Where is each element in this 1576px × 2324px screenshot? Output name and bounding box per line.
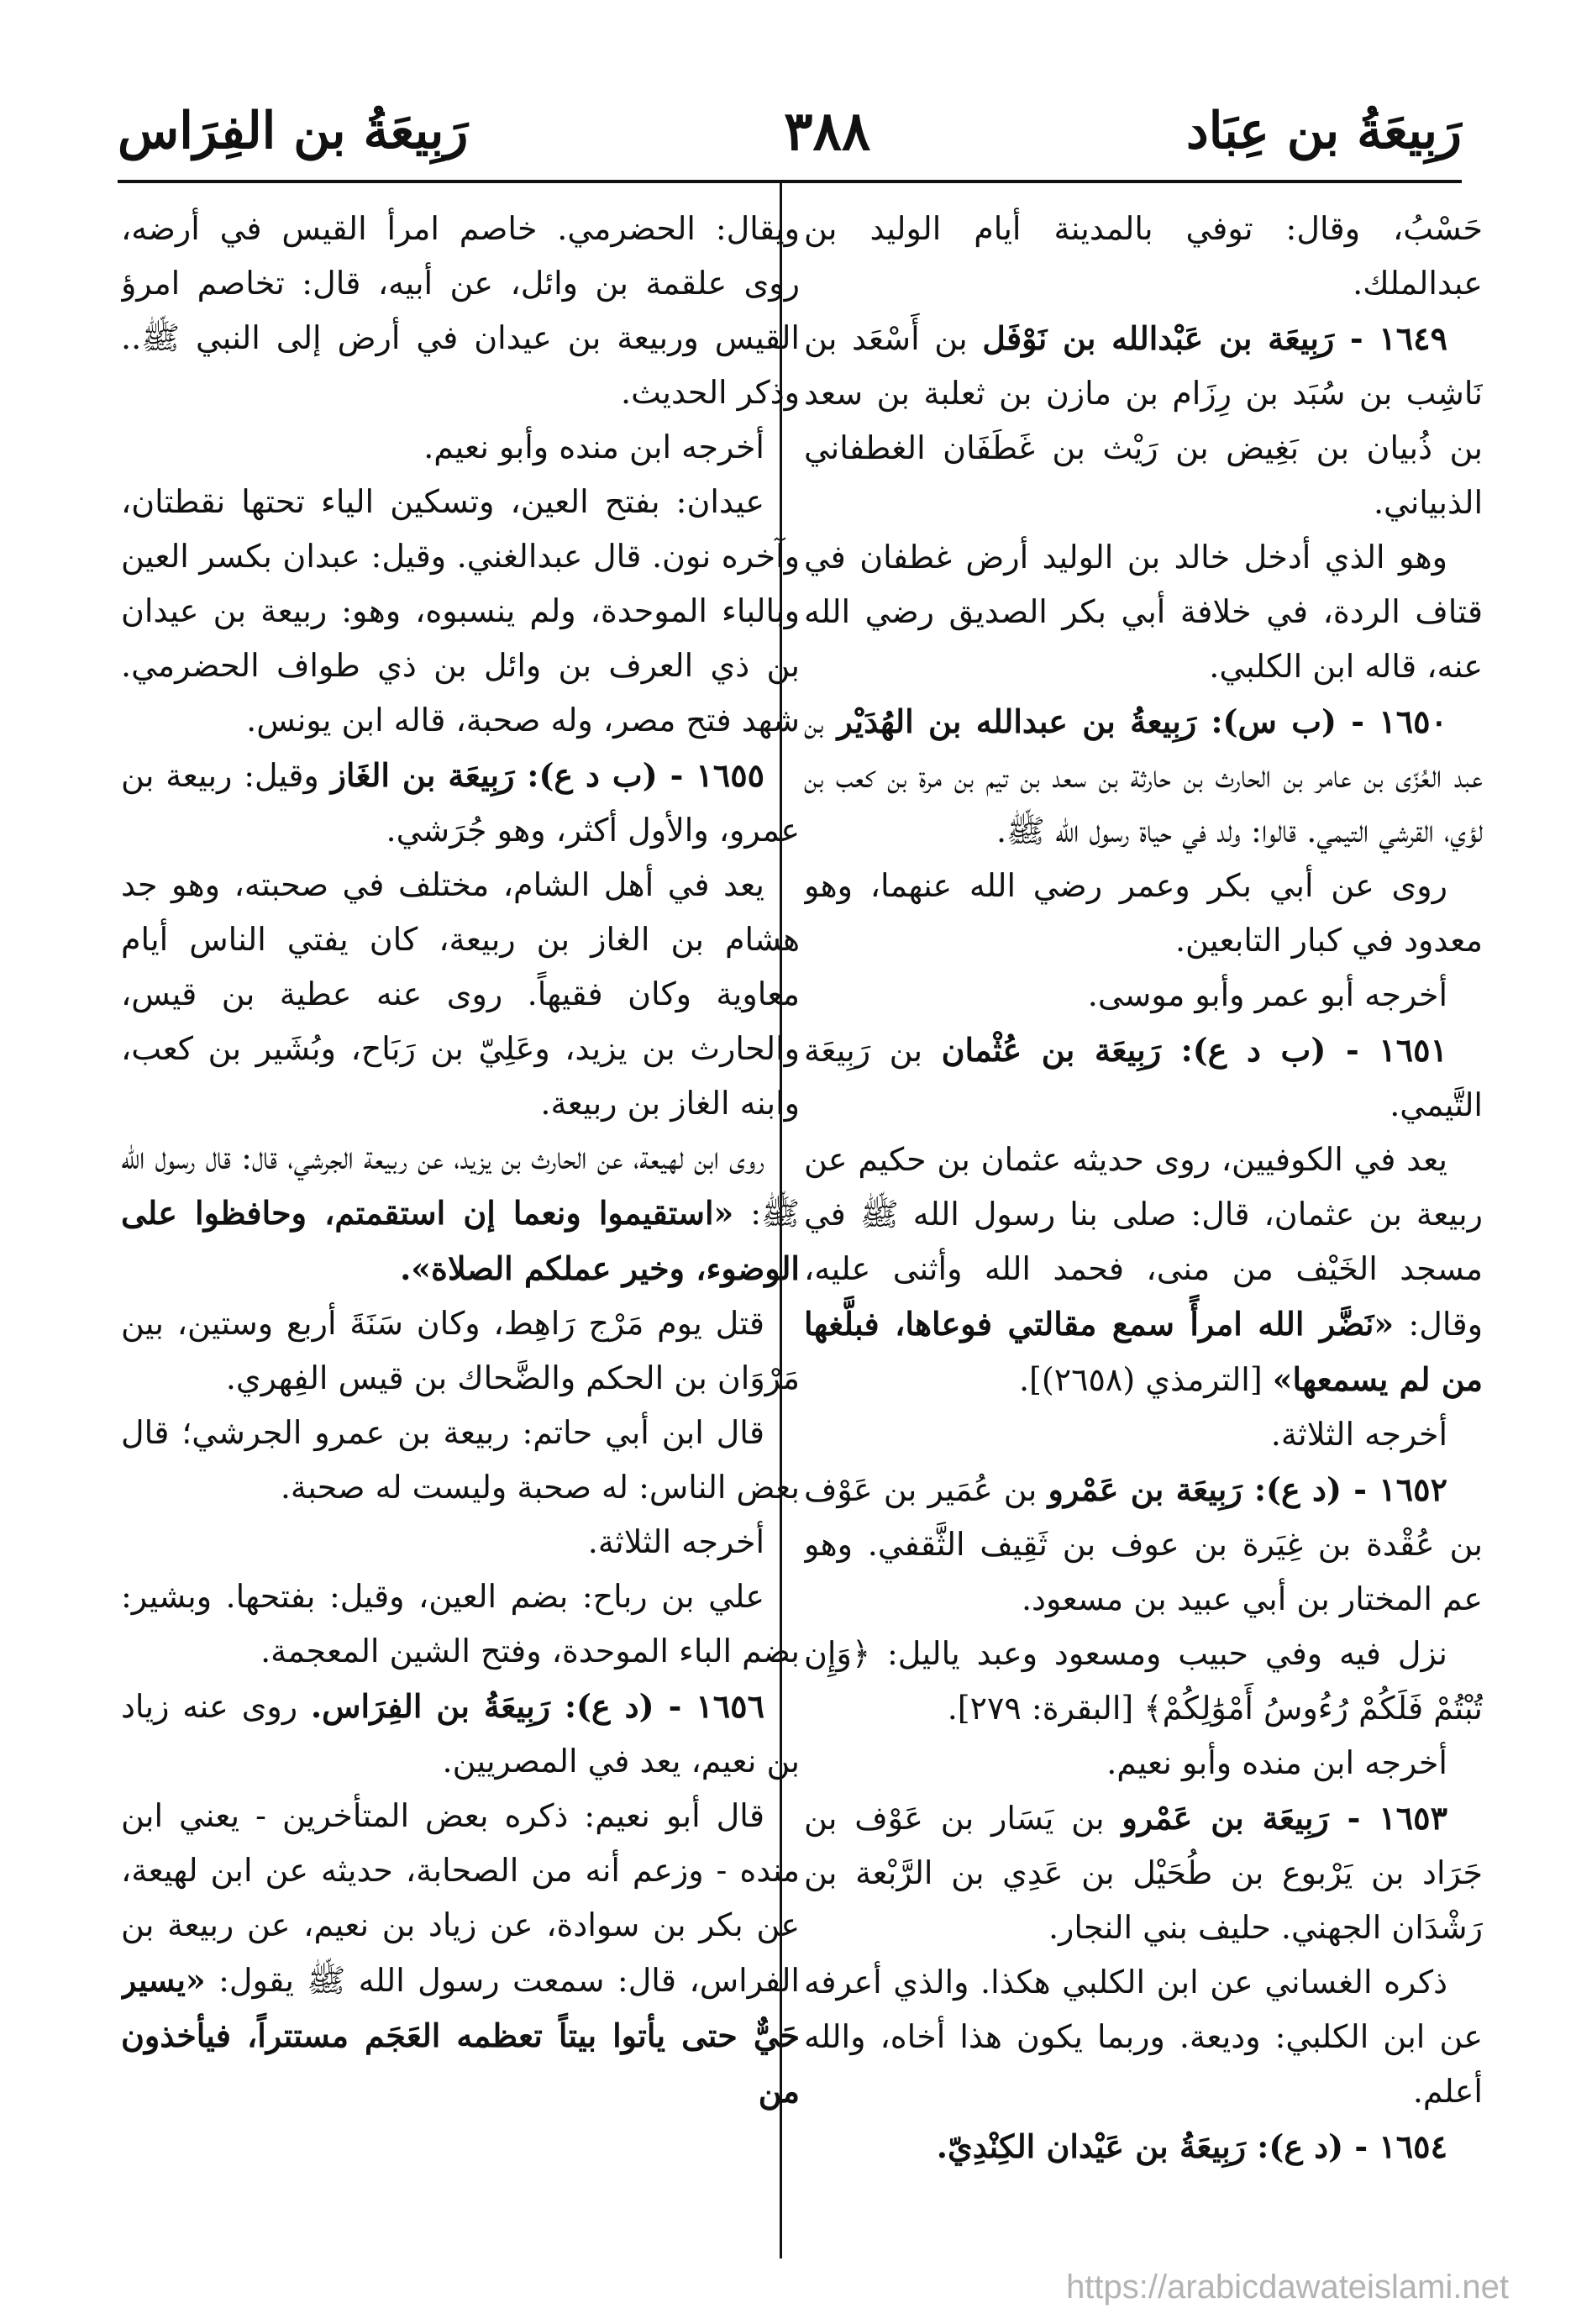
bold-text: ١٦٥١ - (ب د ع): رَبِيعَة بن عُثْمان (941, 1031, 1447, 1069)
text-run: روى عن أبي بكر وعمر رضي الله عنهما، وهو معدود في كبار التابعين. (804, 867, 1483, 959)
paragraph (804, 1133, 1483, 1407)
paragraph (121, 1406, 800, 1515)
text-run: يعد في أهل الشام، مختلف في صحبته، وهو جد هشام بن الغاز بن ربيعة، كان يفتي الناس أيام معاوية وكان فقيهاً. روى عنه عطية بن قيس، والحارث بن يزيد، وعَلِيّ بن رَبَاح، وبُشَير بن كعب، وابنه الغاز بن ربيعة. (121, 866, 800, 1122)
text-run: بن يَسَار بن عَوْف بن جَرَاد بن يَرْبوع بن طُحَيْل بن عَدِي بن الرَّبْعة بن رَشْدَان الجهني. حليف بني النجار. (804, 1800, 1483, 1946)
paragraph (804, 968, 1483, 1023)
text-run: بن رَبِيعَة التَّيمي. (804, 1032, 1483, 1123)
text-run: أخرجه الثلاثة. (1270, 1416, 1447, 1453)
bold-text: ١٦٥٣ - رَبِيعَة بن عَمْرو (1122, 1799, 1447, 1837)
text-run: يعد في الكوفيين، روى حديثه عثمان بن حكيم عن ربيعة بن عثمان، قال: صلى بنا رسول الله ﷺ في مسجد الخَيْف من منى، فحمد الله وأثنى عليه، وقال: (804, 1141, 1483, 1343)
paragraph (804, 1627, 1483, 1736)
paragraph (121, 475, 800, 748)
paragraph (121, 1569, 800, 1679)
paragraph (804, 1023, 1483, 1133)
left-column (121, 202, 800, 2235)
paragraph (804, 1955, 1483, 2119)
running-title-right: رَبِيعَةُ بن عِبَاد (1186, 102, 1462, 160)
paragraph (121, 748, 800, 858)
paragraph (804, 311, 1483, 530)
text-run: قال ابن أبي حاتم: ربيعة بن عمرو الجرشي؛ قال بعض الناس: له صحبة وليست له صحبة. (121, 1414, 800, 1506)
paragraph (121, 858, 800, 1131)
bold-text: «نَضَّر الله امرأً سمع مقالتي فوعاها، فبلَّغها من لم يسمعها» (804, 1305, 1483, 1398)
paragraph (121, 420, 800, 475)
site-watermark: https://arabicdawateislami.net (1066, 2269, 1509, 2306)
paragraph (804, 694, 1483, 859)
page-header (118, 81, 1462, 181)
bold-text: «استقيموا ونعما إن استقمتم، وحافظوا على الوضوء، وخير عملكم الصلاة». (121, 1194, 800, 1287)
paragraph (121, 1296, 800, 1406)
paragraph (804, 1790, 1483, 1955)
paragraph (121, 202, 800, 420)
paragraph (121, 1131, 800, 1296)
text-run: عيدان: بفتح العين، وتسكين الياء تحتها نقطتان، وآخره نون. قال عبدالغني. وقيل: عبدان بكسر العين وبالباء الموحدة، ولم ينسبوه، وهو: ربيعة بن عيدان بن ذي العرف بن وائل بن ذي طواف الحضرمي. شهد فتح مصر، وله صحبة، قاله ابن يونس. (121, 483, 800, 739)
text-run: روى عنه زياد بن نعيم، يعد في المصريين. (121, 1688, 800, 1780)
bold-text: ١٦٥٥ - (ب د ع): رَبِيعَة بن الغَاز (330, 756, 765, 794)
bold-text: ١٦٥٠ - (ب س): رَبِيعةُ بن عبدالله بن الهُدَيْر (837, 702, 1447, 740)
paragraph (804, 1462, 1483, 1627)
header-rule (118, 180, 1462, 183)
text-run: ويقال: الحضرمي. خاصم امرأ القيس في أرضه، روى علقمة بن وائل، عن أبيه، قال: تخاصم امرؤ القيس وربيعة بن عيدان في أرض إلى النبي ﷺ.. وذكر الحديث. (121, 210, 800, 411)
text-run: أخرجه أبو عمر وأبو موسى. (1087, 976, 1447, 1013)
text-run: حَسْبُ، وقال: توفي بالمدينة أيام الوليد بن عبدالملك. (804, 210, 1483, 302)
paragraph (804, 530, 1483, 694)
bold-text: ١٦٥٢ - (د ع): رَبِيعَة بن عَمْرو (1048, 1470, 1447, 1508)
paragraph (804, 2119, 1483, 2174)
running-title-left: رَبِيعَةُ بن الفِرَاس (118, 102, 469, 160)
paragraph (121, 1789, 800, 2119)
paragraph (121, 1515, 800, 1569)
page-number: ٣٨٨ (784, 99, 871, 163)
paragraph (804, 202, 1483, 311)
text-run: أخرجه ابن منده وأبو نعيم. (1106, 1744, 1447, 1781)
text-run: قتل يوم مَرْج رَاهِط، وكان سَنَةَ أربع وستين، بين مَرْوَان بن الحكم والضَّحاك بن قيس الفِهري. (121, 1305, 800, 1396)
right-column (804, 202, 1483, 2235)
bold-text: ١٦٥٤ - (د ع): رَبِيعَةُ بن عَيْدان الكِنْدِيّ. (936, 2127, 1447, 2165)
text-run: نزل فيه وفي حبيب ومسعود وعبد ياليل: ﴿وَإِن تُبْتُمْ فَلَكُمْ رُءُوسُ أَمْوَٰلِكُمْ﴾ [البقرة: ٢٧٩]. (804, 1635, 1483, 1727)
text-run: [الترمذي (٢٦٥٨)]. (1018, 1361, 1273, 1398)
paragraph (804, 1407, 1483, 1462)
paragraph (121, 1679, 800, 1789)
paragraph (804, 1736, 1483, 1790)
bold-text: «يسير حَيٌّ حتى يأتوا بيتاً تعظمه العَجَم مستتراً، فيأخذون من (121, 1961, 800, 2110)
text-run: روى ابن لهيعة، عن الحارث بن يزيد، عن ربيعة الجرشي، قال: قال رسول الله ﷺ: (121, 1139, 800, 1232)
text-run: أخرجه ابن منده وأبو نعيم. (423, 429, 764, 465)
text-run: قال أبو نعيم: ذكره بعض المتأخرين - يعني ابن منده - وزعم أنه من الصحابة، حديثه عن ابن لهيعة، عن بكر بن سوادة، عن زياد بن نعيم، عن ربيعة بن الفراس، قال: سمعت رسول الله ﷺ يقول: (121, 1797, 800, 1999)
text-run: بن أَسْعَد بن نَاشِب بن سُبَد بن رِزَام بن مازن بن ثعلبة بن سعد بن ذُبيان بن بَغِيض بن رَيْث بن غَطَفَان الغطفاني الذبياني. (804, 320, 1483, 521)
text-run: بن عبد العُزّى بن عامر بن الحارث بن حارثة بن سعد بن تيم بن مرة بن كعب بن لؤي، القرشي التيمي. قالوا: ولد في حياة رسول الله ﷺ. (804, 703, 1483, 849)
text-run: علي بن رباح: بضم العين، وقيل: بفتحها. وبشير: بضم الباء الموحدة، وفتح الشين المعجمة. (121, 1578, 800, 1669)
bold-text: ١٦٤٩ - رَبِيعَة بن عَبْدالله بن نَوْفَل (982, 319, 1447, 357)
bold-text: ١٦٥٦ - (د ع): رَبِيعَةُ بن الفِرَاس. (310, 1687, 764, 1725)
text-run: وقيل: ربيعة بن عمرو، والأول أكثر، وهو جُرَشي. (121, 757, 800, 849)
paragraph (804, 859, 1483, 968)
text-run: بن عُمَير بن عَوْف بن عُقْدة بن غِيَرة بن عوف بن ثَقِيف الثَّقفي. وهو عم المختار بن أبي عبيد بن مسعود. (804, 1471, 1483, 1617)
text-run: ذكره الغساني عن ابن الكلبي هكذا. والذي أعرفه عن ابن الكلبي: وديعة. وربما يكون هذا أخاه، والله أعلم. (804, 1964, 1483, 2110)
text-run: أخرجه الثلاثة. (587, 1523, 764, 1560)
text-run: وهو الذي أدخل خالد بن الوليد أرض غطفان في قتاف الردة، في خلافة أبي بكر الصديق رضي الله عنه، قاله ابن الكلبي. (804, 539, 1483, 685)
